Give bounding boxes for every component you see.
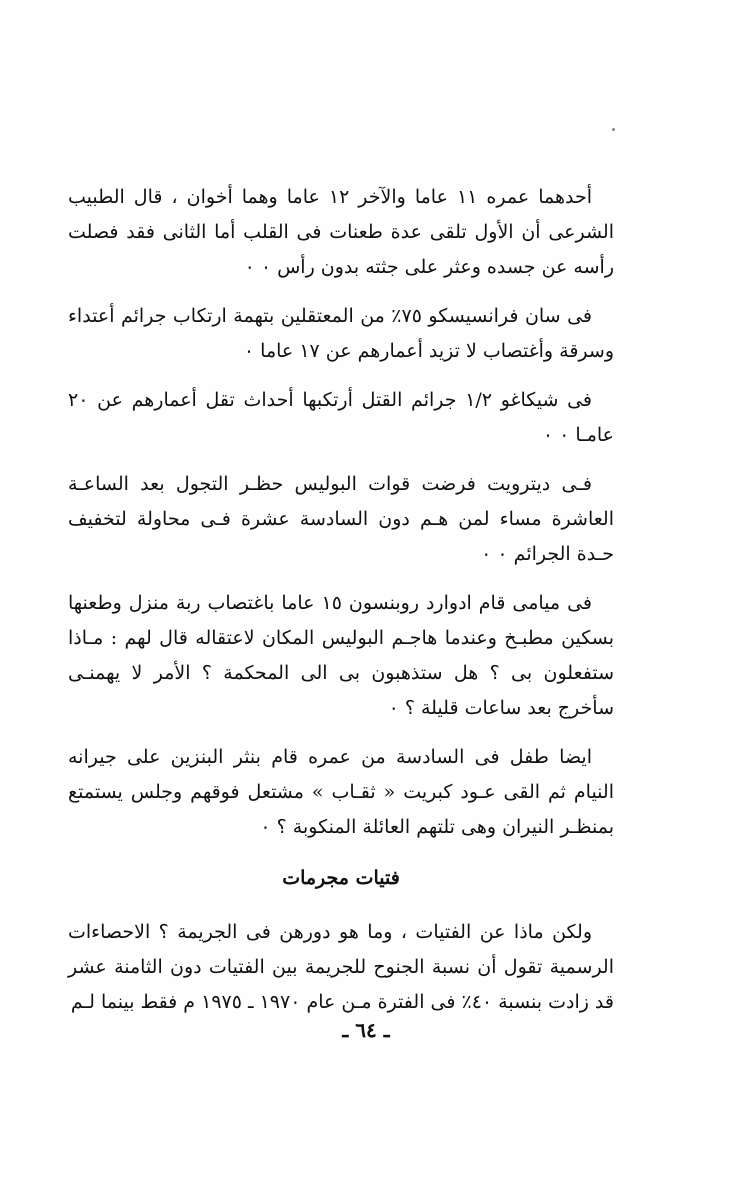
page-number: ـ ٦٤ ـ bbox=[342, 1018, 390, 1042]
scan-speck bbox=[612, 128, 615, 131]
paragraph-1: أحدهما عمره ١١ عاما والآخر ١٢ عاما وهما أخوان ، قال الطبيب الشرعى أن الأول تلقى عدة طعنات فى القلب أما الثانى فقد فصلت رأسه عن جسده وعثر على جثته بدون رأس ٠ ٠ bbox=[68, 186, 614, 278]
paragraph-4: فـى ديترويت فرضت قوات البوليس حظـر التجول بعد الساعـة العاشرة مساء لمن هـم دون السادسة عشرة فـى محاولة لتخفيف حـدة الجرائم ٠ ٠ bbox=[68, 473, 614, 565]
body-text bbox=[68, 180, 614, 1034]
paragraph-6: ايضا طفل فى السادسة من عمره قام بنثر البنزين على جيرانه النيام ثم القى عـود كبريت « ثقـاب » مشتعل فوقهم وجلس يستمتع بمنظـر النيران وهى تلتهم العائلة المنكوبة ؟ ٠ bbox=[68, 746, 614, 838]
paragraph-7: ولكن ماذا عن الفتيات ، وما هو دورهن فى الجريمة ؟ الاحصاءات الرسمية تقول أن نسبة الجنوح للجريمة بين الفتيات دون الثامنة عشر قد زادت بنسبة ٤٠٪ فى الفترة مـن عام ١٩٧٠ ـ ١٩٧٥ م فقط بينما لـم bbox=[68, 921, 614, 1013]
paragraph-3: فى شيكاغو ١/٢ جرائم القتل أرتكبها أحداث تقل أعمارهم عن ٢٠ عامـا ٠ ٠ bbox=[68, 389, 614, 446]
paragraph-2: فى سان فرانسيسكو ٧٥٪ من المعتقلين بتهمة ارتكاب جرائم أعتداء وسرقة وأغتصاب لا تزيد أعمارهم عن ١٧ عاما ٠ bbox=[68, 305, 614, 362]
section-heading: فتيات مجرمات bbox=[282, 867, 400, 889]
paragraph-5: فى ميامى قام ادوارد روبنسون ١٥ عاما باغتصاب ربة منزل وطعنها بسكين مطبـخ وعندما هاجـم البوليس المكان لاعتقاله قال لهم : مـاذا ستفعلون بى ؟ هل ستذهبون بى الى المحكمة ؟ الأمر لا يهمنـى سأخرج بعد ساعات قليلة ؟ ٠ bbox=[68, 592, 614, 719]
